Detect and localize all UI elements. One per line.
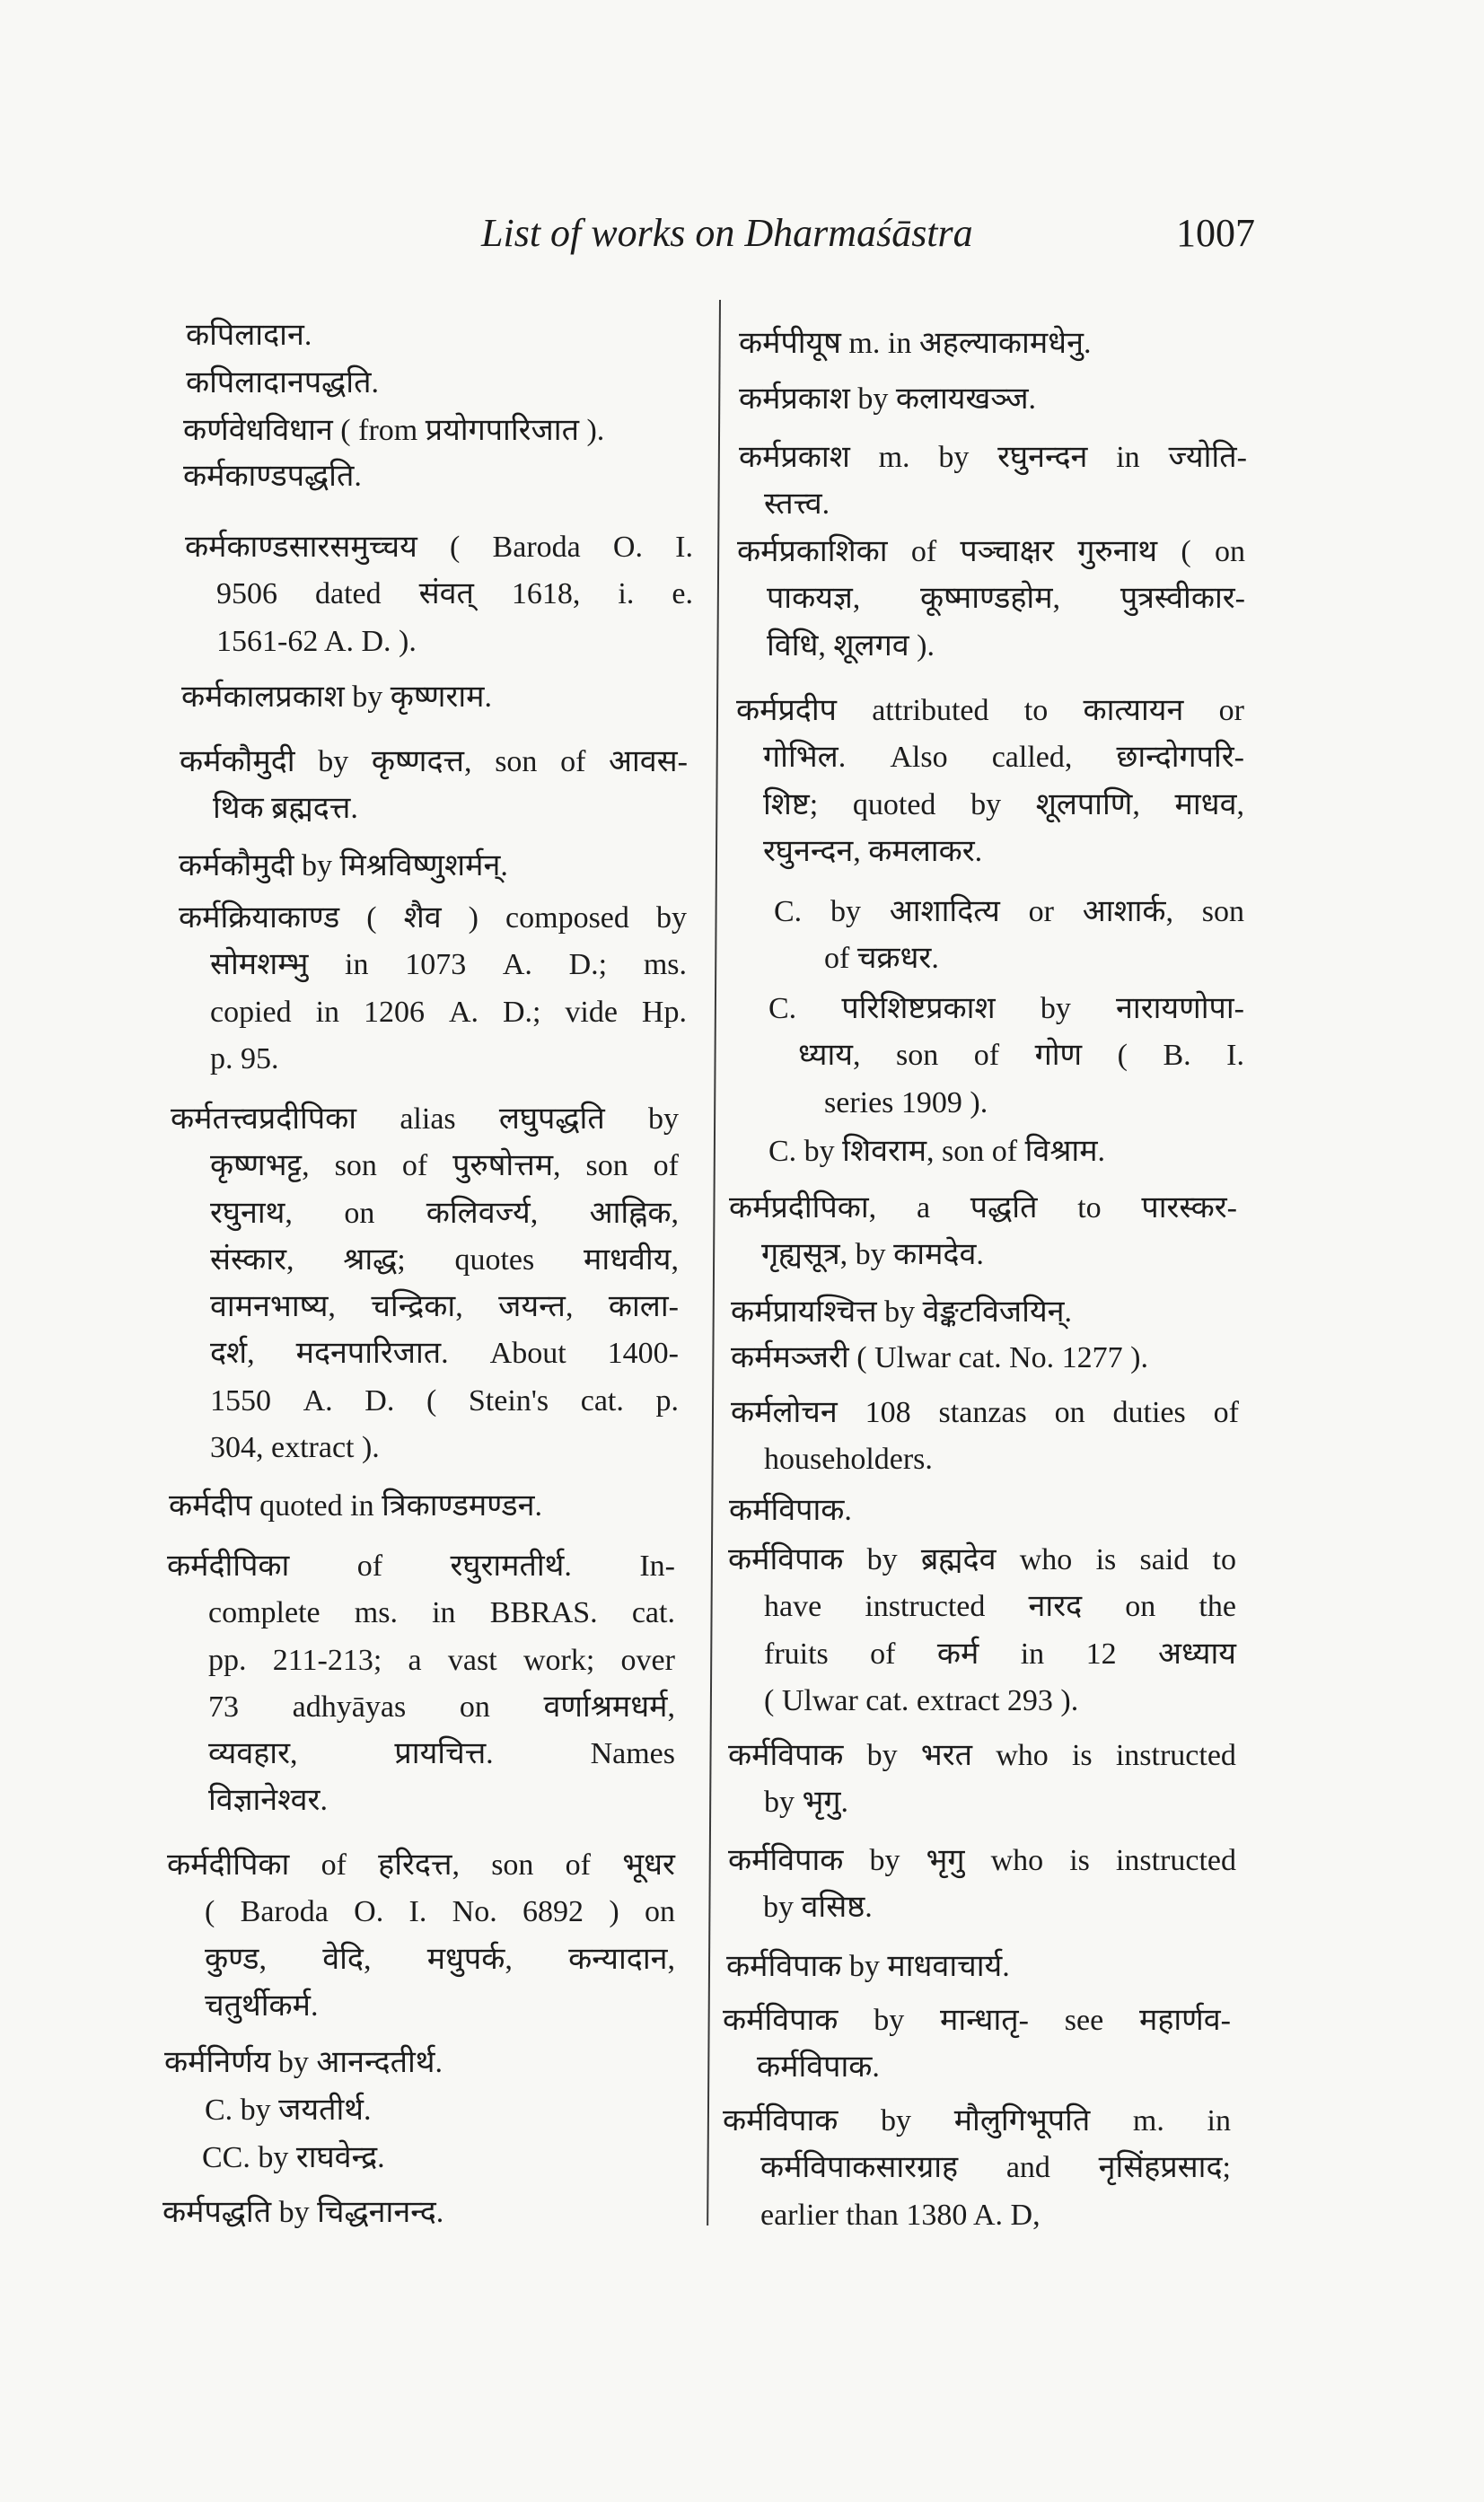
word: शूलपाणि, [1035,787,1140,821]
word: श्राद्ध; [343,1242,406,1277]
word: m. [878,441,910,474]
word: पुरुषोत्तम, [452,1149,561,1183]
word: A. [502,948,532,982]
entry-first-line: कर्मपीयूष m. in अहल्याकामधेनु. [739,327,1092,360]
word: who [990,1844,1044,1877]
word: कर्म [936,1637,979,1671]
word: of [565,1848,591,1882]
word: कर्मविपाक [728,1543,844,1576]
word: by [647,1102,679,1136]
word: 6892 [522,1895,584,1929]
word: 211-213; [272,1643,382,1677]
entry-first-line: कर्ममञ्जरी ( Ulwar cat. No. 1277 ). [731,1341,1149,1374]
word: is [1071,1739,1093,1772]
word: cat. [631,1596,675,1630]
word: in [432,1596,456,1630]
page-number: 1007 [1176,211,1255,255]
word: or [1028,895,1054,928]
word: 1073 [405,948,467,982]
word: नारायणोपा- [1116,992,1244,1025]
word: ( [1181,535,1191,568]
word: कर्मप्रकाशिका [737,535,888,568]
word: कर्मकौमुदी [180,745,295,778]
entry-first-line: कर्णवेधविधान ( from प्रयोगपारिजात ). [183,414,605,447]
word: D.; [502,995,541,1029]
word: m. [1132,2104,1164,2138]
word: attributed [872,694,989,727]
word: मान्धातृ- [939,2004,1029,2037]
word: or [1218,694,1244,727]
word: work; [522,1643,595,1677]
word: adhyāyas [292,1690,407,1724]
entry-first-line [728,1838,1236,1884]
word: भूधर [622,1848,675,1882]
entry-continuation-line: रघुनन्दन, कमलाकर. [763,834,983,868]
word: 1206 [364,995,425,1029]
word: instructed [1115,1844,1236,1877]
word: माधवीय, [583,1242,679,1277]
word: by [655,901,687,935]
word: रघुनाथ, [210,1196,293,1230]
bibliography-entry [723,1997,1231,2092]
word: अध्याय [1157,1637,1236,1671]
word: ज्योति- [1168,441,1247,474]
word: of [1213,1396,1239,1429]
word: quoted [852,787,936,821]
word: alias [400,1102,456,1136]
word: Also [890,741,948,775]
word: नृसिंहप्रसाद; [1098,2151,1231,2185]
word: संस्कार, [210,1242,294,1277]
entry-continuation-line: गृह्यसूत्र, by कामदेव. [761,1238,984,1272]
word: by [869,1844,900,1877]
entry-first-line [774,889,1244,935]
word: p. [655,1383,679,1418]
word: ध्याय, [798,1039,861,1073]
word: B. [1163,1039,1191,1073]
word: by [318,745,349,778]
entry-first-line: कर्मदीप quoted in त्रिकाण्डमण्डन. [169,1489,542,1523]
word: by [1040,992,1071,1025]
entry-first-line: कर्मकालप्रकाश by कृष्णराम. [181,680,492,714]
word: हरिदत्त, [378,1848,460,1882]
word: in [1020,1637,1045,1671]
word: 108 [865,1396,911,1429]
word: of [910,535,937,568]
word: vast [447,1643,497,1677]
word: dated [315,577,382,611]
word: in [345,948,369,982]
bibliography-entry [731,1335,1239,1382]
word: कलिवर्ज्य, [426,1196,539,1230]
word: संवत् [418,577,474,611]
entry-first-line: कर्मप्रकाश by कलायखञ्ज. [739,382,1037,416]
entry-first-line [768,986,1244,1032]
bibliography-entry [739,320,1247,367]
word: कर्मविपाक [728,1739,844,1772]
entry-continuation-line [764,1584,1236,1630]
word: I. [675,531,693,564]
entry-continuation-line [798,1032,1244,1079]
word: pp. [208,1643,247,1677]
word: of [560,745,586,778]
word: कन्यादान, [568,1942,675,1976]
word: छान्दोगपरि- [1116,741,1244,775]
word: व्यवहार, [208,1737,298,1771]
word: आह्निक, [589,1196,679,1230]
word: No. [452,1895,497,1929]
word: सोमशम्भु [210,948,309,982]
word: ms. [354,1596,398,1630]
bibliography-entry [726,1944,1234,1990]
bibliography-entry [737,529,1245,670]
entry-continuation-line: स्तत्त्व. [764,487,830,522]
word: of [870,1637,896,1671]
bibliography-entry [731,1289,1239,1336]
word: जयन्त, [498,1290,574,1324]
word: composed [505,901,629,935]
entry-first-line: कर्मपद्धति by चिद्धनानन्द. [162,2196,444,2229]
word: who [1019,1543,1073,1576]
word: पद्धति [970,1191,1038,1225]
word: कर्मलोचन [731,1396,838,1429]
entry-first-line [723,2098,1231,2145]
entry-continuation-line [763,782,1244,829]
word: of [401,1149,428,1183]
word: son [491,1848,534,1882]
entry-first-line: कपिलादान. [186,319,312,352]
word: माधव, [1174,787,1244,821]
word: on [644,1895,675,1929]
word: who [996,1739,1049,1772]
entry-first-line [728,1733,1236,1779]
word: चन्द्रिका, [371,1290,463,1324]
word: परिशिष्टप्रकाश [841,992,996,1025]
word: कर्मप्रदीप [736,694,837,727]
word: कर्मप्रकाश [739,441,850,474]
word: प्रायचित्त. [394,1737,494,1771]
word: called, [991,741,1073,775]
word: काला- [608,1290,679,1324]
word: Names [590,1737,675,1771]
word: of [356,1549,383,1583]
word: कर्मदीपिका [167,1549,290,1583]
word: वामनभाष्य, [210,1290,336,1324]
word: कुण्ड, [205,1942,267,1976]
bibliography-entry [723,2098,1231,2239]
word: Baroda [492,531,581,564]
word: ( [205,1895,215,1929]
word: गुरुनाथ [1077,535,1158,568]
entry-continuation-line: ( Ulwar cat. extract 293 ). [764,1683,1079,1717]
word: complete [208,1596,321,1630]
word: by [938,441,970,474]
word: in [1207,2104,1231,2138]
word: In- [639,1549,675,1583]
entry-first-line: कर्मविपाक. [729,1494,852,1527]
word: 12 [1085,1637,1117,1671]
word: and [1005,2151,1050,2185]
word: शिष्ट; [763,787,819,821]
word: duties [1112,1396,1186,1429]
entry-first-line [729,1185,1237,1232]
word: रघुनन्दन [997,441,1088,474]
word: कर्मतत्त्वप्रदीपिका [171,1102,357,1136]
word: i. [618,577,635,611]
word: 73 [208,1690,239,1724]
entry-first-line [731,1390,1239,1436]
entry-first-line: कर्मकौमुदी by मिश्रविष्णुशर्मन्. [179,849,508,882]
word: by [866,1543,898,1576]
word: मधुपर्क, [426,1942,513,1976]
entry-continuation-line: householders. [764,1443,933,1477]
word: by [874,2004,905,2037]
entry-continuation-line: कर्मविपाक. [757,2050,880,2085]
word: Baroda [240,1895,329,1929]
word: Hp. [641,995,687,1029]
entry-continuation-line [767,575,1245,622]
word: दर्श, [210,1337,255,1371]
word: on [1125,1590,1156,1624]
word: गोभिल. [763,741,847,775]
entry-continuation-line: by वसिष्ठ. [763,1891,873,1925]
word: a [916,1191,931,1225]
word: भृगु [926,1844,965,1877]
bibliography-entry [739,435,1247,529]
entry-continuation-line: series 1909 ). [824,1085,988,1119]
commentary-entry [774,889,1244,983]
word: कात्यायन [1083,694,1184,727]
word: गोण [1034,1039,1083,1073]
word: in [315,995,340,1029]
word: C. [774,895,803,928]
entry-continuation-line: थिक ब्रह्मदत्त. [213,792,358,826]
word: in [1116,441,1140,474]
word: C. [768,992,797,1025]
entry-first-line: CC. by राघवेन्द्र. [202,2141,385,2174]
word: About [489,1337,566,1371]
running-title: List of works on Dharmaśāstra [481,211,973,255]
word: ( [450,531,461,564]
word: ) [468,901,479,935]
word: कर्मदीपिका [167,1848,290,1882]
entry-continuation-line: 304, extract ). [210,1431,380,1465]
word: I. [408,1895,427,1929]
word: on [1215,535,1245,568]
word: महार्णव- [1138,2004,1231,2037]
word: of [321,1848,347,1882]
word: the [1199,1590,1236,1624]
word: आशार्क, [1082,895,1173,928]
word: on [344,1196,375,1230]
word: see [1064,2004,1104,2037]
bibliography-entry [728,1838,1236,1932]
word: कर्मविपाक [728,1844,844,1877]
word: कृष्णभट्ट, [210,1149,310,1183]
word: D.; [568,948,608,982]
word: कूष्माण्डहोम, [920,582,1061,616]
word: vide [565,995,618,1029]
word: मौलुगिभूपति [953,2104,1091,2138]
word: शैव [403,901,442,935]
word: BBRAS. [489,1596,598,1630]
word: आवस- [609,745,688,778]
word: by [866,1739,898,1772]
word: A. [448,995,479,1029]
commentary-entry [768,986,1244,1127]
word: कर्मविपाक [723,2004,839,2037]
word: O. [354,1895,384,1929]
word: कर्मकाण्डसारसमुच्चय [185,531,417,564]
word: cat. [580,1383,624,1418]
word: son [585,1149,628,1183]
word: Stein's [468,1383,549,1418]
entry-continuation-line: 1561-62 A. D. ). [216,624,417,658]
word: have [764,1590,822,1624]
entry-first-line: C. by जयतीर्थ. [205,2094,372,2127]
word: भरत [920,1739,972,1772]
entry-first-line [728,1537,1236,1584]
commentary-entry [768,1128,1244,1175]
word: of [653,1149,679,1183]
entry-first-line: कर्मप्रायश्चित्त by वेङ्कटविजयिन्. [731,1295,1073,1329]
word: 1618, [511,577,581,611]
word: copied [210,995,292,1029]
entry-first-line [739,435,1247,481]
word: e. [672,577,693,611]
entry-first-line: कपिलादानपद्धति. [186,366,379,399]
bibliography-entry [729,1185,1237,1279]
bibliography-entry [736,688,1244,875]
word: लघुपद्धति [498,1102,605,1136]
word: कर्मविपाक [723,2104,839,2138]
entry-continuation-line: of चक्रधर. [824,942,939,976]
word: is [1069,1844,1090,1877]
word: पुत्रस्वीकार- [1120,582,1245,616]
entry-continuation-line: चतुर्थीकर्म. [205,1988,319,2023]
entry-continuation-line: by भृगु. [764,1786,849,1820]
entry-continuation-line: p. 95. [210,1041,279,1075]
word: ब्रह्मदेव [920,1543,997,1576]
bibliography-entry [728,1733,1236,1827]
word: on [1054,1396,1085,1429]
word: वेदि, [322,1942,372,1976]
entry-first-line: कर्मविपाक by माधवाचार्य. [726,1950,1010,1983]
word: 9506 [216,577,277,611]
word: said [1139,1543,1190,1576]
word: कर्मप्रदीपिका, [729,1191,877,1225]
entry-continuation-line [763,734,1244,781]
word: a [408,1643,422,1677]
word: quotes [454,1242,535,1277]
word: son [334,1149,377,1183]
word: by [970,787,1002,821]
word: ) [609,1895,619,1929]
word: D. [364,1383,395,1418]
entry-continuation-line: earlier than 1380 A. D, [760,2198,1041,2232]
word: 1400- [607,1337,679,1371]
word: fruits [764,1637,829,1671]
word: over [620,1643,675,1677]
word: A. [303,1383,333,1418]
word: ( [366,901,377,935]
bibliography-entry [729,1488,1237,1534]
word: कर्मक्रियाकाण्ड [179,901,340,935]
entry-continuation-line [764,1631,1236,1678]
word: son [896,1039,939,1073]
entry-first-line: कर्मनिर्णय by आनन्दतीर्थ. [164,2046,443,2079]
entry-continuation-line [760,2145,1231,2191]
word: वर्णाश्रमधर्म, [543,1690,675,1724]
word: कर्मविपाकसारग्राह [760,2151,959,2185]
word: of [973,1039,1000,1073]
bibliography-entry [728,1537,1236,1725]
word: आशादित्य [889,895,1000,928]
word: 1550 [210,1383,271,1418]
word: to [1212,1543,1236,1576]
entry-continuation-line: विज्ञानेश्वर. [208,1784,328,1818]
entry-first-line: C. by शिवराम, son of विश्राम. [768,1135,1106,1168]
word: is [1095,1543,1117,1576]
word: ms. [643,948,687,982]
entry-first-line [736,688,1244,734]
word: son [495,745,538,778]
word: stanzas [938,1396,1027,1429]
word: रघुरामतीर्थ. [450,1549,572,1583]
entry-first-line [723,1997,1231,2044]
word: पाकयज्ञ, [767,582,861,616]
word: son [1201,895,1244,928]
word: पारस्कर- [1141,1191,1237,1225]
word: नारद [1028,1590,1083,1624]
word: by [881,2104,912,2138]
word: पञ्चाक्षर [960,535,1054,568]
word: by [830,895,861,928]
word: to [1023,694,1049,727]
word: ( [426,1383,437,1418]
word: instructed [865,1590,986,1624]
word: to [1077,1191,1102,1225]
entry-continuation-line: विधि, शूलगव ). [767,628,935,663]
entry-first-line [737,529,1245,575]
word: कृष्णदत्त, [371,745,472,778]
word: I. [1226,1039,1244,1073]
word: ( [1117,1039,1128,1073]
word: O. [612,531,643,564]
word: instructed [1115,1739,1236,1772]
bibliography-entry [731,1390,1239,1484]
word: on [459,1690,490,1724]
bibliography-entry [739,376,1247,423]
entry-first-line: कर्मकाण्डपद्धति. [183,460,362,493]
word: मदनपारिजात. [295,1337,449,1371]
